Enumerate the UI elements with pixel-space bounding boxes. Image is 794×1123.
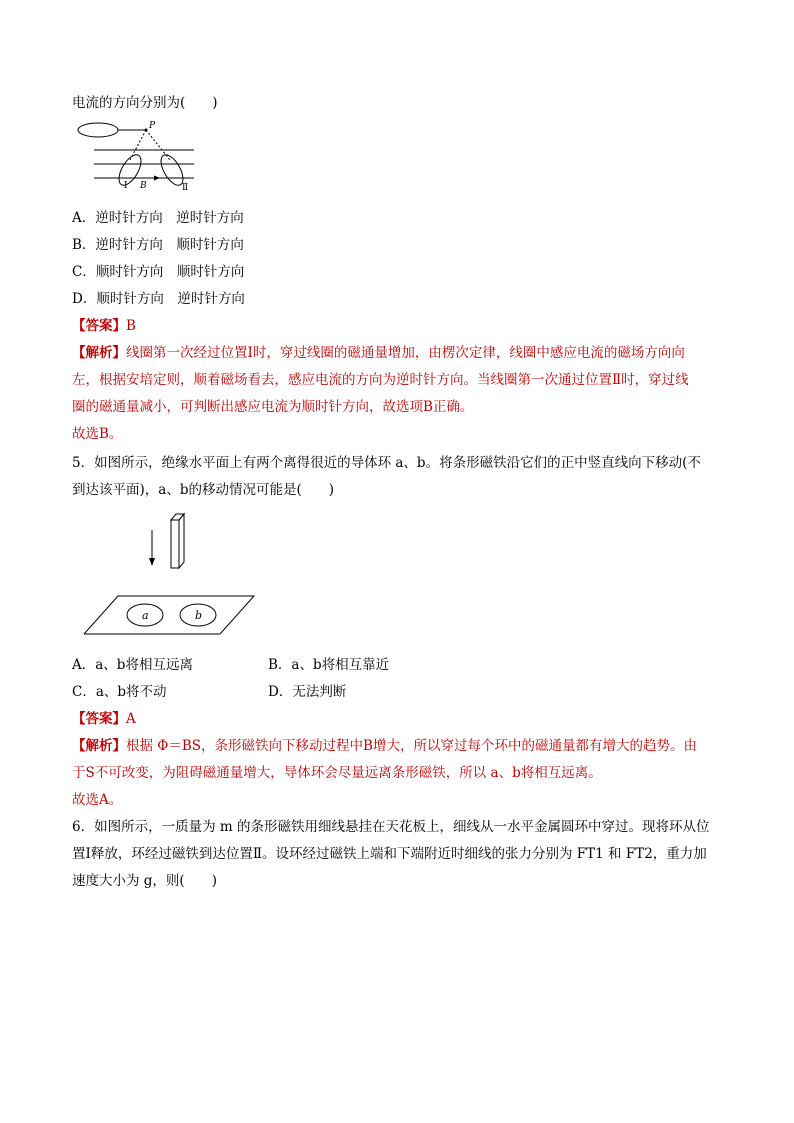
q5-conclusion: 故选A。	[72, 792, 123, 808]
q4-conclusion: 故选B。	[72, 426, 123, 442]
label-p: P	[149, 121, 156, 131]
q5-option-b: B．a、b将相互靠近	[268, 657, 390, 673]
label-2: Ⅱ	[182, 183, 189, 193]
field-arrow-icon	[154, 176, 160, 181]
q5-analysis-line-1	[72, 737, 697, 755]
q4-option-b: B．逆时针方向 顺时针方向	[72, 237, 244, 253]
horizontal-plane	[84, 596, 254, 634]
answer-tag: 【答案】	[72, 711, 126, 727]
analysis-text: 线圈第一次经过位置Ⅰ时，穿过线圈的磁通量增加，由楞次定律，线圈中感应电流的磁场方向向	[126, 345, 685, 361]
bar-magnet	[171, 520, 179, 568]
q6-stem-line-3: 速度大小为 g，则( )	[72, 873, 217, 889]
analysis-tag: 【解析】	[72, 345, 126, 361]
q5-stem-line-1: 5．如图所示，绝缘水平面上有两个离得很近的导体环 a、b。将条形磁铁沿它们的正中竖直线向下移动(不	[72, 455, 701, 471]
down-arrow-icon	[149, 558, 155, 566]
q4-option-c: C．顺时针方向 顺时针方向	[72, 264, 245, 280]
q5-answer	[72, 710, 136, 728]
q4-option-a: A．逆时针方向 逆时针方向	[72, 210, 244, 226]
q5-option-d: D．无法判断	[268, 684, 347, 700]
analysis-tag: 【解析】	[72, 738, 126, 754]
q4-figure	[76, 120, 200, 194]
q5-stem-line-2: 到达该平面)，a、b的移动情况可能是( )	[72, 482, 334, 498]
q4-stem-tail: 电流的方向分别为( )	[72, 95, 218, 111]
q4-option-d: D．顺时针方向 逆时针方向	[72, 291, 245, 307]
swing-line-2	[146, 130, 170, 160]
analysis-text: 根据 Φ＝BS，条形磁铁向下移动过程中B增大，所以穿过每个环中的磁通量都有增大的趋势。由	[126, 738, 697, 754]
q4-analysis-line-1	[72, 344, 685, 362]
ring-a-label: a	[142, 609, 149, 622]
label-1: Ⅰ	[124, 181, 128, 191]
answer-value: A	[126, 711, 136, 727]
q5-analysis-line-2: 于S不可改变，为阻碍磁通量增大，导体环会尽量远离条形磁铁，所以 a、b将相互远离。	[72, 765, 602, 781]
ring-b-label: b	[195, 609, 203, 622]
q5-option-c: C．a、b将不动	[72, 684, 167, 700]
magnet-side	[179, 514, 184, 568]
q4-answer	[72, 317, 136, 335]
q6-stem-line-2: 置Ⅰ释放，环经过磁铁到达位置Ⅱ。设环经过磁铁上端和下端附近时细线的张力分别为 FT1 和 FT2，重力加	[72, 846, 707, 862]
q5-option-a: A．a、b将相互远离	[72, 657, 193, 673]
q4-analysis-line-3: 圈的磁通量减小，可判断出感应电流为顺时针方向，故选项B正确。	[72, 399, 474, 415]
coil-ellipse	[78, 123, 118, 137]
answer-tag: 【答案】	[72, 318, 126, 334]
answer-value: B	[126, 318, 136, 334]
label-b: B	[140, 181, 147, 191]
q4-analysis-line-2: 左，根据安培定则，顺着磁场看去，感应电流的方向为逆时针方向。当线圈第一次通过位置Ⅱ时，穿过线	[72, 372, 689, 388]
q6-stem-line-1: 6．如图所示，一质量为 m 的条形磁铁用细线悬挂在天花板上，细线从一水平金属圆环中穿过。现将环从位	[72, 819, 710, 835]
q5-figure	[84, 508, 258, 638]
